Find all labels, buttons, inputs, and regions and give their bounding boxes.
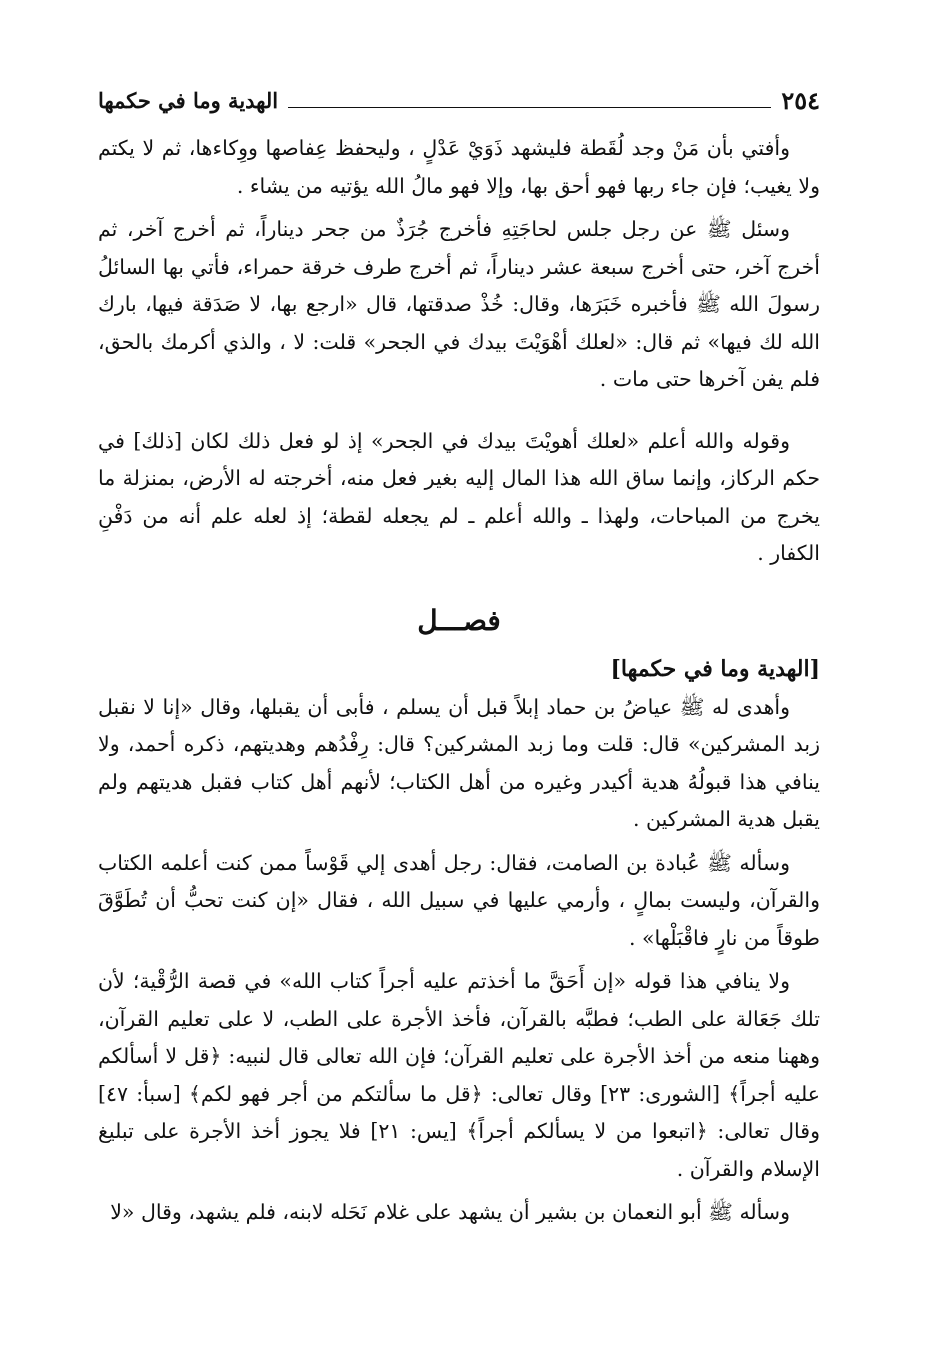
spacer: [98, 399, 820, 423]
paragraph-numan-gift: وسأله ﷺ أبو النعمان بن بشير أن يشهد على غلام نَحَله لابنه، فلم يشهد، وقال «لا: [110, 1200, 790, 1224]
paragraph-rat-dinars-story: وسئل ﷺ عن رجل جلس لحاجَتِهِ فأخرج جُرَذٌ من جحر ديناراً، ثم أخرج آخر، ثم أخرج آخر، حتى أخرج سبعة عشر ديناراً، ثم أخرج طرف خرقة حمراء، فأتي بها السائلُ رسولَ الله ﷺ فأخبره خَبَرَها، وقال: خُذْ صدقتها، قال «ارجع بها، لا صَدَقة فيها، بارك الله لك فيها» ثم قال: «لعلك أهْوَيْتَ بيدك في الجحر» قلت: لا ، والذي أكرمك بالحق، فلم يفن آخرها حتى مات .: [98, 217, 820, 391]
section-title: فصـــل: [417, 603, 501, 637]
running-title: الهدية وما في حكمها: [98, 88, 279, 113]
book-page: [98, 82, 820, 1232]
paragraph-ruqya-fee: ولا ينافي هذا قوله «إن أَحَقَّ ما أخذتم عليه أجراً كتاب الله» في قصة الرُّقْية؛ لأن تلك جَعَالة على الطب؛ فطبَّه بالقرآن، فأخذ الأجرة على الطب، لا على تعليم القرآن، وههنا منعه من أخذ الأجرة على تعليم القرآن؛ فإن الله تعالى قال لنبيه: ﴿قل لا أسألكم عليه أجراً﴾ [الشورى: ٢٣] وقال تعالى: ﴿قل ما سألتكم من أجر فهو لكم﴾ [سبأ: ٤٧] وقال تعالى: ﴿اتبعوا من لا يسألكم أجراً﴾ [يس: ٢١] فلا يجوز أخذ الأجرة على تبليغ الإسلام والقرآن .: [98, 969, 820, 1181]
paragraph-commentary: وقوله والله أعلم «لعلك أهويْتَ بيدك في الجحر» إذ لو فعل ذلك لكان [ذلك] في حكم الركاز، وإنما ساق الله هذا المال إليه بغير فعل منه، أخرجته له الأرض، بمنزلة ما يخرج من المباحات، ولهذا ـ والله أعلم ـ لم يجعله لقطة؛ إذ لعله علم أنه من دَفْنِ الكفار .: [98, 428, 820, 565]
paragraph-ubada-bow: وسأله ﷺ عُبادة بن الصامت، فقال: رجل أهدى إلي قَوْساً ممن كنت أعلمه الكتاب والقرآن، وليست بمالٍ ، وأرمي عليها في سبيل الله ، فقال «إن كنت تحبُّ أن تُطَوَّقَ طوقاً من نارٍ فاقْبَلْها» .: [98, 850, 820, 950]
header-rule: [288, 107, 771, 108]
paragraph-iyad-gift: وأهدى له ﷺ عياضُ بن حماد إبلاً قبل أن يسلم ، فأبى أن يقبلها، وقال «إنا لا نقبل زبد المشركين» قال: قلت وما زبد المشركين؟ قال: رِفْدُهم وهديتهم، ذكره أحمد، ولا ينافي هذا قبولُهُ هدية أكيدر وغيره من أهل الكتاب؛ لأنهم أهل كتاب فقبل هديتهم ولم يقبل هدية المشركين .: [98, 694, 820, 831]
section-subheading: [الهدية وما في حكمها]: [610, 655, 820, 682]
paragraph-lost-property-ruling: وأفتي بأن مَنْ وجد لُقَطة فليشهد ذَوَيْ عَدْلٍ ، وليحفظ عِفاصها ووِكاءها، ثم لا يكتم ولا يغيب؛ فإن جاء ربها فهو أحق بها، وإلا فهو مالُ الله يؤتيه من يشاء .: [98, 136, 820, 198]
running-header: [98, 82, 820, 116]
spacer: [98, 573, 820, 597]
page-number: ٢٥٤: [781, 86, 820, 115]
